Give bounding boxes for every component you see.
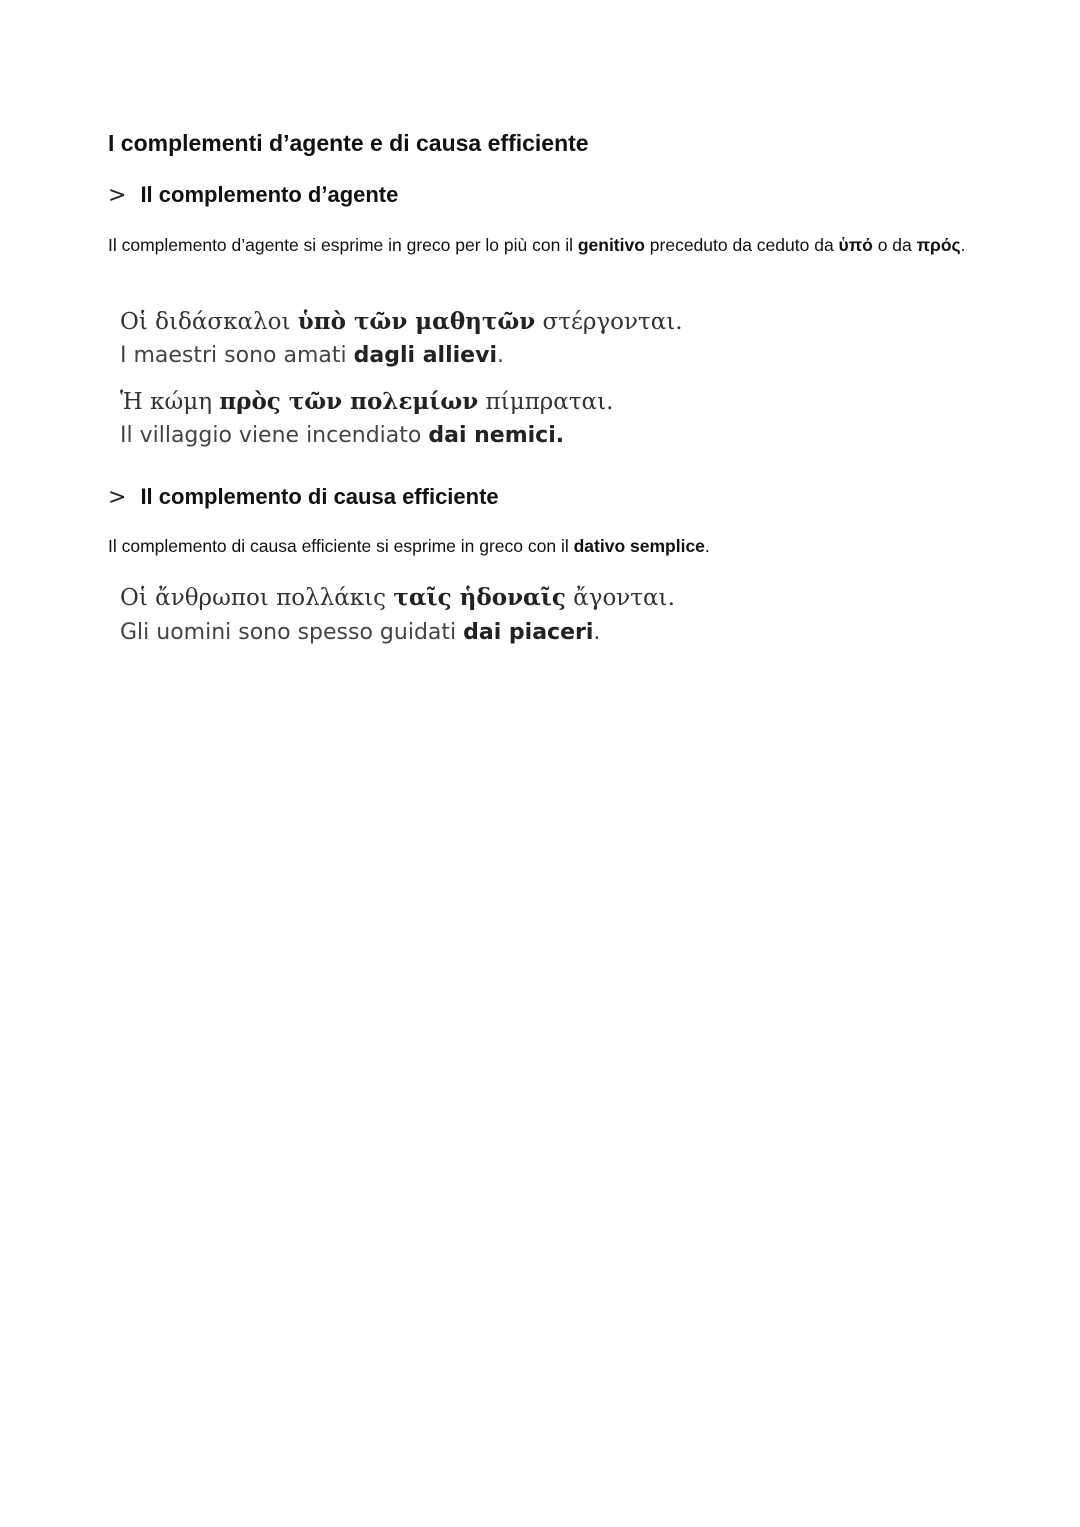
bold-term: ὑπό	[838, 235, 873, 255]
section-heading-label: Il complemento d’agente	[140, 182, 399, 207]
bold-term: dai nemici.	[428, 423, 565, 448]
text-run: ἄγονται.	[565, 585, 675, 611]
section-paragraph-causa	[108, 532, 988, 560]
section-heading-agente	[108, 182, 398, 208]
text-run: Ἡ κώμη	[120, 389, 220, 415]
text-run: o da	[872, 235, 917, 255]
text-run: I maestri sono amati	[120, 343, 354, 368]
example-italian-1	[120, 343, 504, 368]
text-run: στέργονται.	[535, 309, 683, 335]
text-run: Οἱ ἄνθρωποι πολλάκις	[120, 585, 394, 611]
text-run: Gli uomini sono spesso guidati	[120, 620, 464, 645]
bold-term: dativo semplice	[573, 536, 705, 556]
bold-term: ὑπὸ τῶν μαθητῶν	[297, 308, 536, 335]
text-run: Il villaggio viene incendiato	[120, 423, 429, 448]
text-run: .	[704, 536, 710, 556]
example-greek-2	[120, 388, 613, 415]
bold-term: dai piaceri	[463, 620, 594, 645]
bold-term: dagli allievi	[353, 343, 497, 368]
chevron-right-icon: >	[108, 484, 127, 510]
chevron-right-icon: >	[108, 182, 127, 208]
section-heading-causa	[108, 484, 499, 510]
text-run: .	[593, 620, 601, 645]
bold-term: ταῖς ἡδοναῖς	[393, 584, 566, 611]
text-run: Il complemento di causa efficiente si esprime in greco con il	[108, 536, 574, 556]
text-run: Οἱ διδάσκαλοι	[120, 309, 298, 335]
bold-term: πρός	[916, 235, 961, 255]
page-title: I complementi d’agente e di causa efficiente	[108, 130, 589, 156]
text-run: .	[496, 343, 504, 368]
text-run: Il complemento d’agente si esprime in greco per lo più con il	[108, 235, 578, 255]
example-greek-1	[120, 308, 683, 335]
section-heading-label: Il complemento di causa efficiente	[140, 484, 499, 509]
text-run: πίμπραται.	[478, 389, 614, 415]
section-paragraph-agente	[108, 231, 988, 259]
example-italian-2	[120, 423, 564, 448]
example-italian-3	[120, 620, 600, 645]
bold-term: genitivo	[577, 235, 645, 255]
text-run: preceduto da ceduto da	[644, 235, 839, 255]
bold-term: πρὸς τῶν πολεμίων	[219, 388, 479, 415]
example-greek-3	[120, 584, 675, 611]
text-run: .	[960, 235, 966, 255]
